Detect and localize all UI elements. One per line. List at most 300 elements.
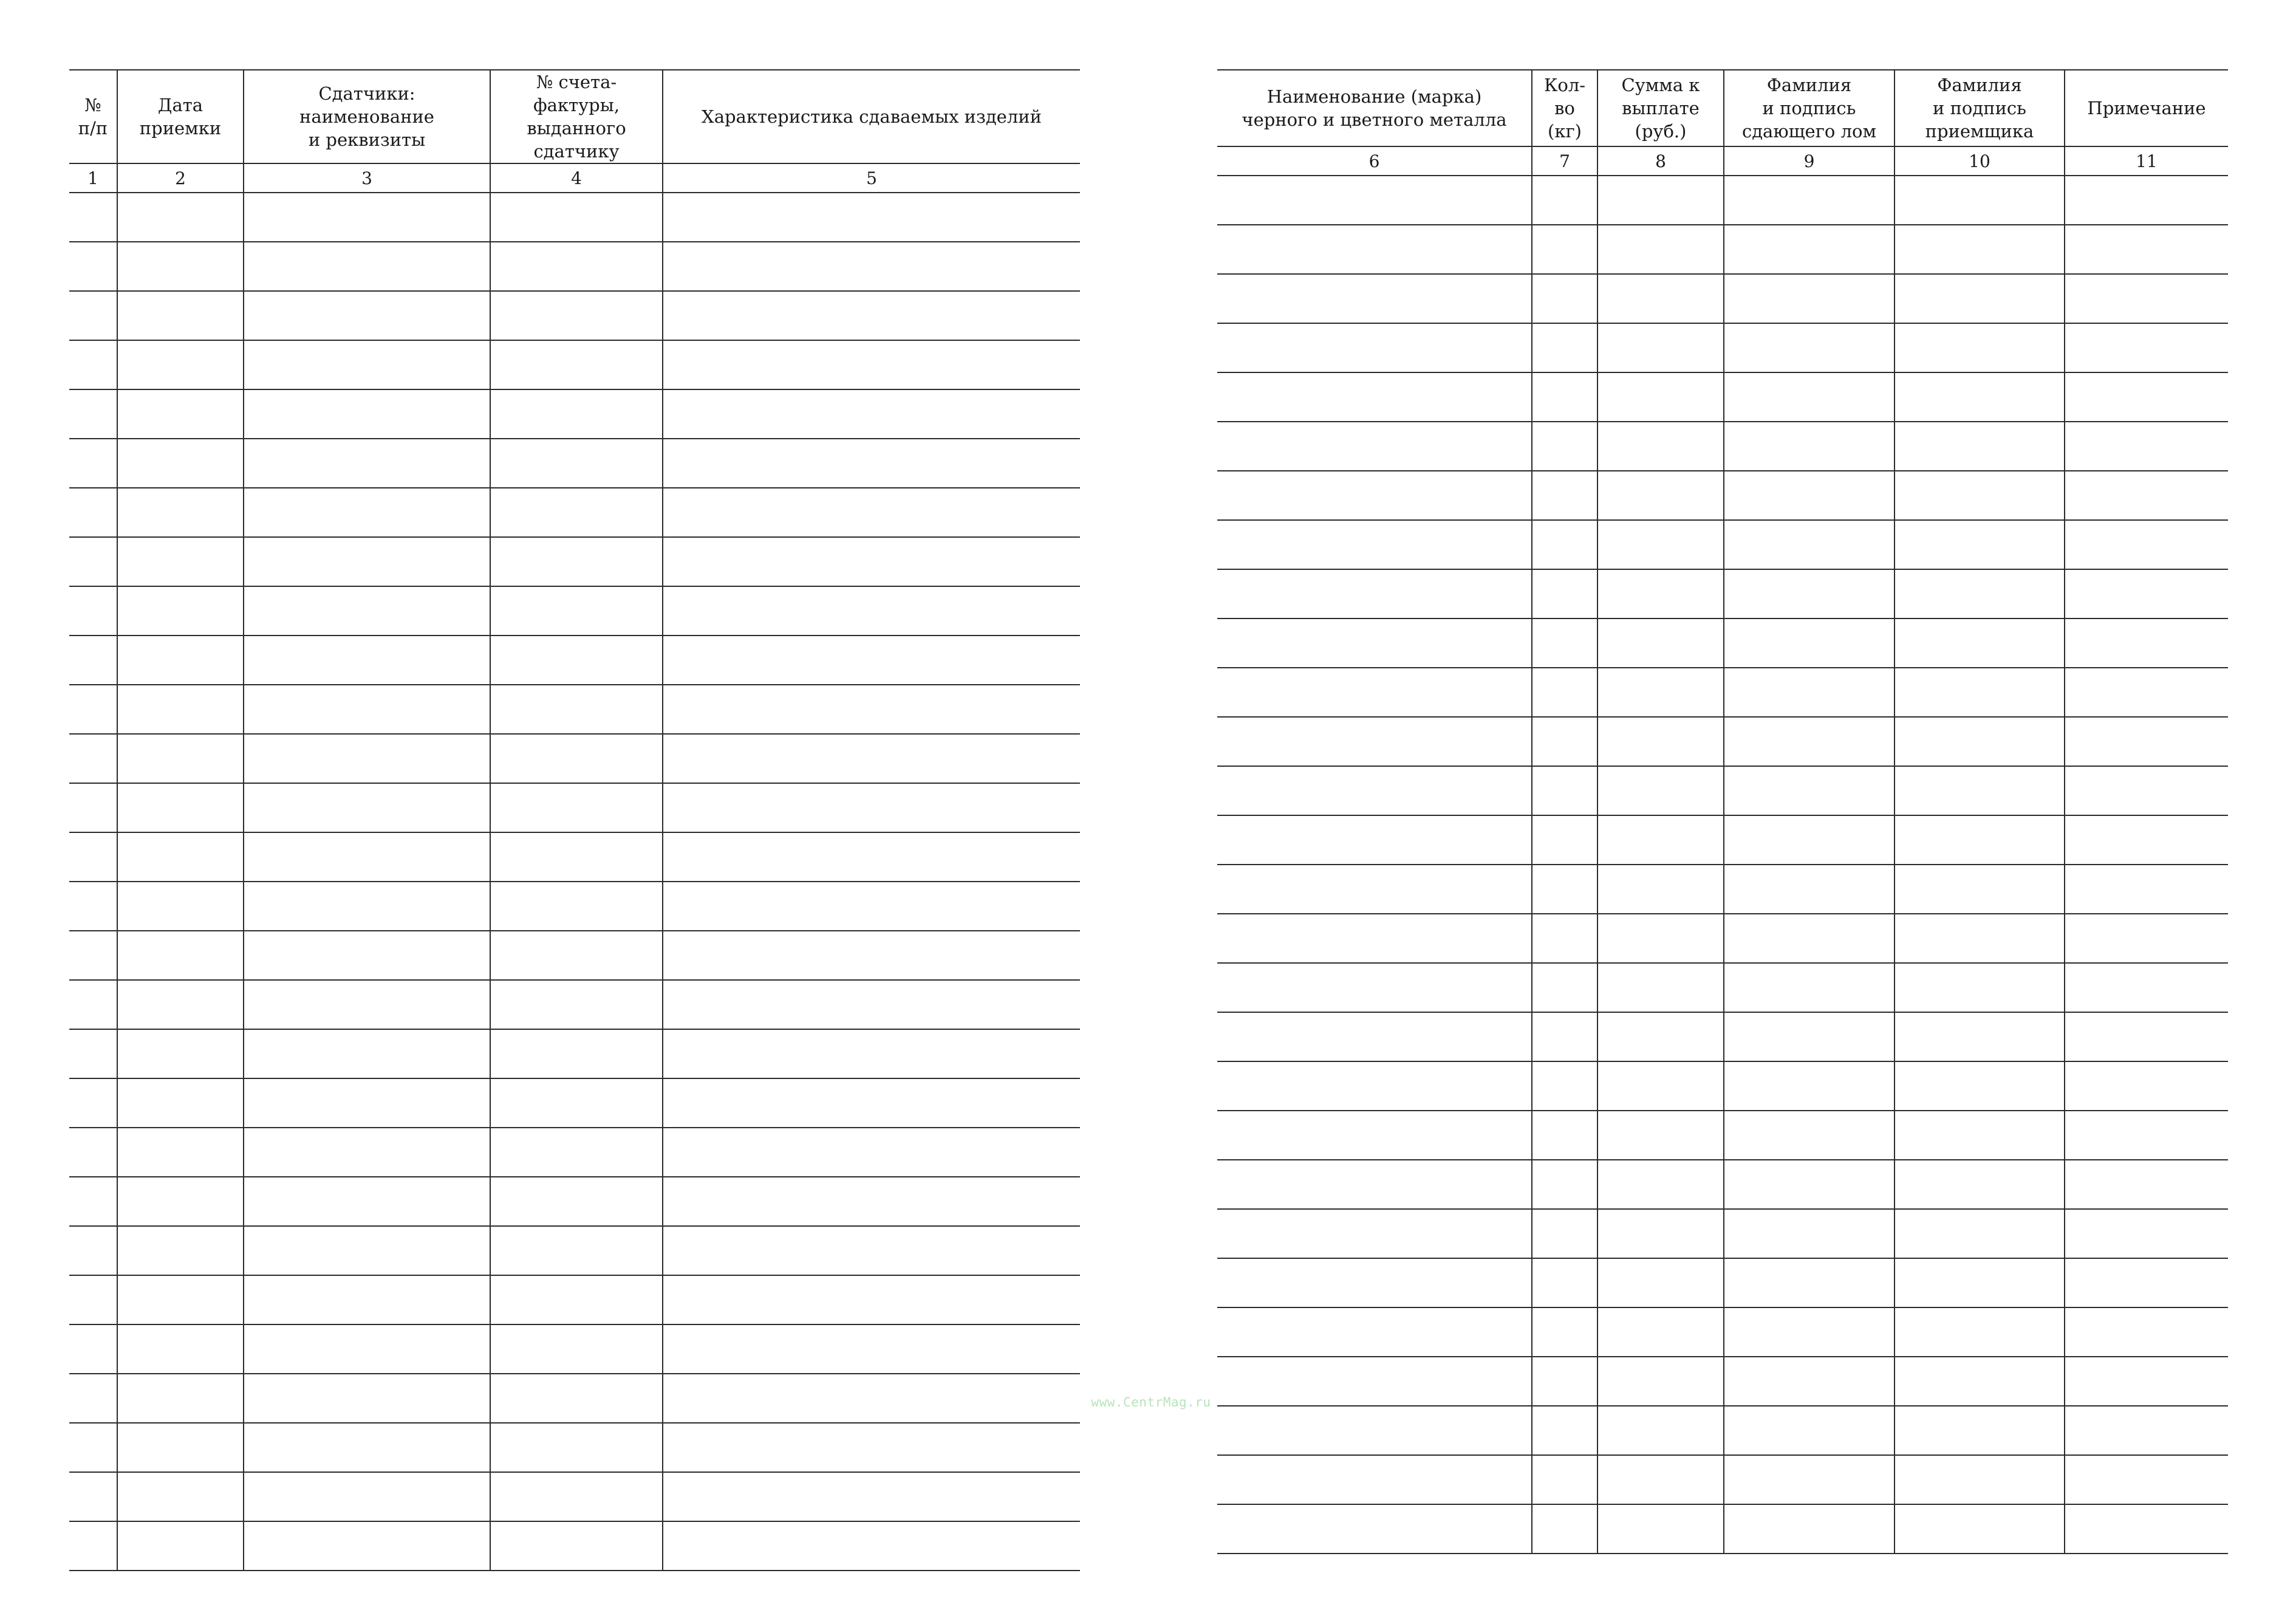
table-cell[interactable] [69,1423,117,1472]
table-cell[interactable] [69,242,117,291]
table-cell[interactable] [663,439,1080,488]
table-cell[interactable] [117,1472,244,1521]
table-cell[interactable] [69,980,117,1029]
table-cell[interactable] [663,931,1080,980]
table-cell[interactable] [1217,1209,1532,1258]
table-cell[interactable] [1895,422,2065,471]
table-cell[interactable] [1895,274,2065,323]
table-cell[interactable] [69,1324,117,1374]
table-cell[interactable] [1217,1111,1532,1160]
table-cell[interactable] [663,734,1080,783]
table-cell[interactable] [69,439,117,488]
table-cell[interactable] [2065,914,2228,963]
table-cell[interactable] [117,1078,244,1128]
table-cell[interactable] [1895,471,2065,520]
table-cell[interactable] [244,734,490,783]
table-cell[interactable] [1597,569,1724,618]
table-cell[interactable] [490,1423,663,1472]
table-cell[interactable] [1895,1209,2065,1258]
table-cell[interactable] [1217,963,1532,1012]
table-cell[interactable] [1895,176,2065,225]
table-cell[interactable] [490,1226,663,1275]
table-cell[interactable] [1895,1111,2065,1160]
table-cell[interactable] [1895,1307,2065,1357]
table-cell[interactable] [244,1177,490,1226]
table-cell[interactable] [1532,1258,1597,1307]
table-cell[interactable] [663,832,1080,882]
table-cell[interactable] [1597,520,1724,569]
table-cell[interactable] [1597,1160,1724,1209]
table-cell[interactable] [117,1324,244,1374]
table-cell[interactable] [490,242,663,291]
table-cell[interactable] [1724,1357,1895,1406]
table-cell[interactable] [490,537,663,586]
table-cell[interactable] [244,291,490,340]
table-cell[interactable] [117,291,244,340]
table-cell[interactable] [1597,274,1724,323]
table-cell[interactable] [117,193,244,242]
table-cell[interactable] [1217,1406,1532,1455]
table-cell[interactable] [117,1226,244,1275]
table-cell[interactable] [490,685,663,734]
table-cell[interactable] [490,291,663,340]
table-cell[interactable] [1724,914,1895,963]
table-cell[interactable] [663,488,1080,537]
table-cell[interactable] [2065,1307,2228,1357]
table-cell[interactable] [244,586,490,636]
table-cell[interactable] [1724,422,1895,471]
table-cell[interactable] [69,1128,117,1177]
table-cell[interactable] [117,1423,244,1472]
table-cell[interactable] [1597,914,1724,963]
table-cell[interactable] [1532,372,1597,422]
table-cell[interactable] [117,1177,244,1226]
table-cell[interactable] [1597,323,1724,372]
table-cell[interactable] [663,1078,1080,1128]
table-cell[interactable] [69,1521,117,1571]
table-cell[interactable] [244,1226,490,1275]
table-cell[interactable] [244,832,490,882]
table-cell[interactable] [1532,963,1597,1012]
table-cell[interactable] [117,931,244,980]
table-cell[interactable] [2065,865,2228,914]
table-cell[interactable] [69,734,117,783]
table-cell[interactable] [1724,1012,1895,1061]
table-cell[interactable] [1217,1504,1532,1554]
table-cell[interactable] [1532,569,1597,618]
table-cell[interactable] [69,586,117,636]
table-cell[interactable] [663,537,1080,586]
table-cell[interactable] [2065,176,2228,225]
table-cell[interactable] [663,1177,1080,1226]
table-cell[interactable] [1217,372,1532,422]
table-cell[interactable] [1532,766,1597,815]
table-cell[interactable] [1532,618,1597,668]
table-cell[interactable] [117,783,244,832]
table-cell[interactable] [1217,1307,1532,1357]
table-cell[interactable] [1724,766,1895,815]
table-cell[interactable] [117,340,244,389]
table-cell[interactable] [490,882,663,931]
table-cell[interactable] [2065,372,2228,422]
table-cell[interactable] [490,1374,663,1423]
table-cell[interactable] [1532,815,1597,865]
table-cell[interactable] [490,980,663,1029]
table-cell[interactable] [663,340,1080,389]
table-cell[interactable] [1724,1455,1895,1504]
table-cell[interactable] [1217,717,1532,766]
table-cell[interactable] [1217,1012,1532,1061]
table-cell[interactable] [1895,1504,2065,1554]
table-cell[interactable] [244,1029,490,1078]
table-cell[interactable] [2065,1061,2228,1111]
table-cell[interactable] [1217,668,1532,717]
table-cell[interactable] [1724,1160,1895,1209]
table-cell[interactable] [663,685,1080,734]
table-cell[interactable] [1724,225,1895,274]
table-cell[interactable] [2065,1455,2228,1504]
table-cell[interactable] [69,1226,117,1275]
table-cell[interactable] [1597,225,1724,274]
table-cell[interactable] [1217,766,1532,815]
table-cell[interactable] [1895,815,2065,865]
table-cell[interactable] [69,537,117,586]
table-cell[interactable] [1217,422,1532,471]
table-cell[interactable] [244,1324,490,1374]
table-cell[interactable] [1724,569,1895,618]
table-cell[interactable] [1597,717,1724,766]
table-cell[interactable] [490,832,663,882]
table-cell[interactable] [1217,225,1532,274]
table-cell[interactable] [490,1029,663,1078]
table-cell[interactable] [1597,668,1724,717]
table-cell[interactable] [2065,1504,2228,1554]
table-cell[interactable] [2065,1209,2228,1258]
table-cell[interactable] [1597,1012,1724,1061]
table-cell[interactable] [1724,1209,1895,1258]
table-cell[interactable] [117,882,244,931]
table-cell[interactable] [2065,766,2228,815]
table-cell[interactable] [1597,372,1724,422]
table-cell[interactable] [1597,1111,1724,1160]
table-cell[interactable] [244,685,490,734]
table-cell[interactable] [2065,225,2228,274]
table-cell[interactable] [69,783,117,832]
table-cell[interactable] [1532,1406,1597,1455]
table-cell[interactable] [1597,471,1724,520]
table-cell[interactable] [1532,1012,1597,1061]
table-cell[interactable] [1895,520,2065,569]
table-cell[interactable] [1895,1357,2065,1406]
table-cell[interactable] [1724,815,1895,865]
table-cell[interactable] [663,242,1080,291]
table-cell[interactable] [663,1374,1080,1423]
table-cell[interactable] [2065,471,2228,520]
table-cell[interactable] [1597,176,1724,225]
table-cell[interactable] [117,439,244,488]
table-cell[interactable] [117,1128,244,1177]
table-cell[interactable] [1217,1258,1532,1307]
table-cell[interactable] [244,439,490,488]
table-cell[interactable] [117,832,244,882]
table-cell[interactable] [663,1472,1080,1521]
table-cell[interactable] [1895,372,2065,422]
table-cell[interactable] [2065,668,2228,717]
table-cell[interactable] [1895,569,2065,618]
table-cell[interactable] [2065,1357,2228,1406]
table-cell[interactable] [1895,717,2065,766]
table-cell[interactable] [1532,1357,1597,1406]
table-cell[interactable] [490,340,663,389]
table-cell[interactable] [69,882,117,931]
table-cell[interactable] [1597,1455,1724,1504]
table-cell[interactable] [117,488,244,537]
table-cell[interactable] [69,1078,117,1128]
table-cell[interactable] [1724,963,1895,1012]
table-cell[interactable] [490,636,663,685]
table-cell[interactable] [1724,1061,1895,1111]
table-cell[interactable] [1532,865,1597,914]
table-cell[interactable] [117,242,244,291]
table-cell[interactable] [1217,1160,1532,1209]
table-cell[interactable] [244,1521,490,1571]
table-cell[interactable] [490,1324,663,1374]
table-cell[interactable] [117,1029,244,1078]
table-cell[interactable] [1532,1307,1597,1357]
table-cell[interactable] [69,1177,117,1226]
table-cell[interactable] [1597,1258,1724,1307]
table-cell[interactable] [663,1128,1080,1177]
table-cell[interactable] [490,1275,663,1324]
table-cell[interactable] [1597,1504,1724,1554]
table-cell[interactable] [1895,914,2065,963]
table-cell[interactable] [117,586,244,636]
table-cell[interactable] [2065,520,2228,569]
table-cell[interactable] [663,882,1080,931]
table-cell[interactable] [117,980,244,1029]
table-cell[interactable] [1895,1012,2065,1061]
table-cell[interactable] [663,1521,1080,1571]
table-cell[interactable] [490,931,663,980]
table-cell[interactable] [244,783,490,832]
table-cell[interactable] [490,783,663,832]
table-cell[interactable] [2065,569,2228,618]
table-cell[interactable] [2065,963,2228,1012]
table-cell[interactable] [1217,865,1532,914]
table-cell[interactable] [69,685,117,734]
table-cell[interactable] [1895,618,2065,668]
table-cell[interactable] [2065,1160,2228,1209]
table-cell[interactable] [490,1177,663,1226]
table-cell[interactable] [1597,618,1724,668]
table-cell[interactable] [1724,176,1895,225]
table-cell[interactable] [244,1374,490,1423]
table-cell[interactable] [1895,963,2065,1012]
table-cell[interactable] [1597,963,1724,1012]
table-cell[interactable] [490,1521,663,1571]
table-cell[interactable] [244,1275,490,1324]
table-cell[interactable] [69,389,117,439]
table-cell[interactable] [244,1472,490,1521]
table-cell[interactable] [663,1324,1080,1374]
table-cell[interactable] [1597,1307,1724,1357]
table-cell[interactable] [2065,717,2228,766]
table-cell[interactable] [1724,274,1895,323]
table-cell[interactable] [1532,1209,1597,1258]
table-cell[interactable] [244,193,490,242]
table-cell[interactable] [1895,1160,2065,1209]
table-cell[interactable] [1532,1455,1597,1504]
table-cell[interactable] [1597,865,1724,914]
table-cell[interactable] [1597,1357,1724,1406]
table-cell[interactable] [244,488,490,537]
table-cell[interactable] [490,193,663,242]
table-cell[interactable] [244,537,490,586]
table-cell[interactable] [244,980,490,1029]
table-cell[interactable] [2065,815,2228,865]
table-cell[interactable] [1724,1111,1895,1160]
table-cell[interactable] [490,439,663,488]
table-cell[interactable] [1597,1209,1724,1258]
table-cell[interactable] [490,389,663,439]
table-cell[interactable] [117,685,244,734]
table-cell[interactable] [663,636,1080,685]
table-cell[interactable] [1724,668,1895,717]
table-cell[interactable] [244,242,490,291]
table-cell[interactable] [1597,1406,1724,1455]
table-cell[interactable] [490,586,663,636]
table-cell[interactable] [244,1423,490,1472]
table-cell[interactable] [663,193,1080,242]
table-cell[interactable] [1532,1504,1597,1554]
table-cell[interactable] [244,340,490,389]
table-cell[interactable] [117,636,244,685]
table-cell[interactable] [490,1078,663,1128]
table-cell[interactable] [1724,717,1895,766]
table-cell[interactable] [1895,323,2065,372]
table-cell[interactable] [2065,1406,2228,1455]
table-cell[interactable] [1597,1061,1724,1111]
table-cell[interactable] [663,586,1080,636]
table-cell[interactable] [1895,1258,2065,1307]
table-cell[interactable] [1532,274,1597,323]
table-cell[interactable] [1724,323,1895,372]
table-cell[interactable] [117,389,244,439]
table-cell[interactable] [244,1078,490,1128]
table-cell[interactable] [1532,520,1597,569]
table-cell[interactable] [2065,1258,2228,1307]
table-cell[interactable] [1532,1160,1597,1209]
table-cell[interactable] [663,1029,1080,1078]
table-cell[interactable] [1532,422,1597,471]
table-cell[interactable] [1532,1111,1597,1160]
table-cell[interactable] [1532,471,1597,520]
table-cell[interactable] [1724,1504,1895,1554]
table-cell[interactable] [1217,323,1532,372]
table-cell[interactable] [1895,1406,2065,1455]
table-cell[interactable] [1895,1061,2065,1111]
table-cell[interactable] [117,537,244,586]
table-cell[interactable] [663,783,1080,832]
table-cell[interactable] [69,832,117,882]
table-cell[interactable] [1724,471,1895,520]
table-cell[interactable] [1217,569,1532,618]
table-cell[interactable] [490,488,663,537]
table-cell[interactable] [1895,1455,2065,1504]
table-cell[interactable] [1532,323,1597,372]
table-cell[interactable] [2065,1111,2228,1160]
table-cell[interactable] [1217,914,1532,963]
table-cell[interactable] [69,1275,117,1324]
table-cell[interactable] [1217,471,1532,520]
table-cell[interactable] [1895,225,2065,274]
table-cell[interactable] [663,291,1080,340]
table-cell[interactable] [663,1423,1080,1472]
table-cell[interactable] [69,1029,117,1078]
table-cell[interactable] [1895,766,2065,815]
table-cell[interactable] [1724,618,1895,668]
table-cell[interactable] [69,488,117,537]
table-cell[interactable] [1597,766,1724,815]
table-cell[interactable] [1895,865,2065,914]
table-cell[interactable] [117,1374,244,1423]
table-cell[interactable] [244,636,490,685]
table-cell[interactable] [1217,520,1532,569]
table-cell[interactable] [1724,1258,1895,1307]
table-cell[interactable] [244,1128,490,1177]
table-cell[interactable] [1724,865,1895,914]
table-cell[interactable] [69,636,117,685]
table-cell[interactable] [1217,618,1532,668]
table-cell[interactable] [1724,520,1895,569]
table-cell[interactable] [117,1521,244,1571]
table-cell[interactable] [1532,717,1597,766]
table-cell[interactable] [69,931,117,980]
table-cell[interactable] [244,931,490,980]
table-cell[interactable] [1532,914,1597,963]
table-cell[interactable] [1724,372,1895,422]
table-cell[interactable] [1217,815,1532,865]
table-cell[interactable] [69,1374,117,1423]
table-cell[interactable] [490,1472,663,1521]
table-cell[interactable] [1217,1061,1532,1111]
table-cell[interactable] [69,1472,117,1521]
table-cell[interactable] [490,734,663,783]
table-cell[interactable] [1532,225,1597,274]
table-cell[interactable] [1217,1455,1532,1504]
table-cell[interactable] [117,1275,244,1324]
table-cell[interactable] [244,389,490,439]
table-cell[interactable] [1532,176,1597,225]
table-cell[interactable] [1217,1357,1532,1406]
table-cell[interactable] [2065,422,2228,471]
table-cell[interactable] [69,340,117,389]
table-cell[interactable] [1895,668,2065,717]
table-cell[interactable] [1217,176,1532,225]
table-cell[interactable] [1597,422,1724,471]
table-cell[interactable] [2065,618,2228,668]
table-cell[interactable] [663,389,1080,439]
table-cell[interactable] [1724,1406,1895,1455]
table-cell[interactable] [663,1226,1080,1275]
table-cell[interactable] [244,882,490,931]
table-cell[interactable] [490,1128,663,1177]
table-cell[interactable] [69,193,117,242]
table-cell[interactable] [2065,274,2228,323]
table-cell[interactable] [1217,274,1532,323]
table-cell[interactable] [2065,1012,2228,1061]
table-cell[interactable] [2065,323,2228,372]
